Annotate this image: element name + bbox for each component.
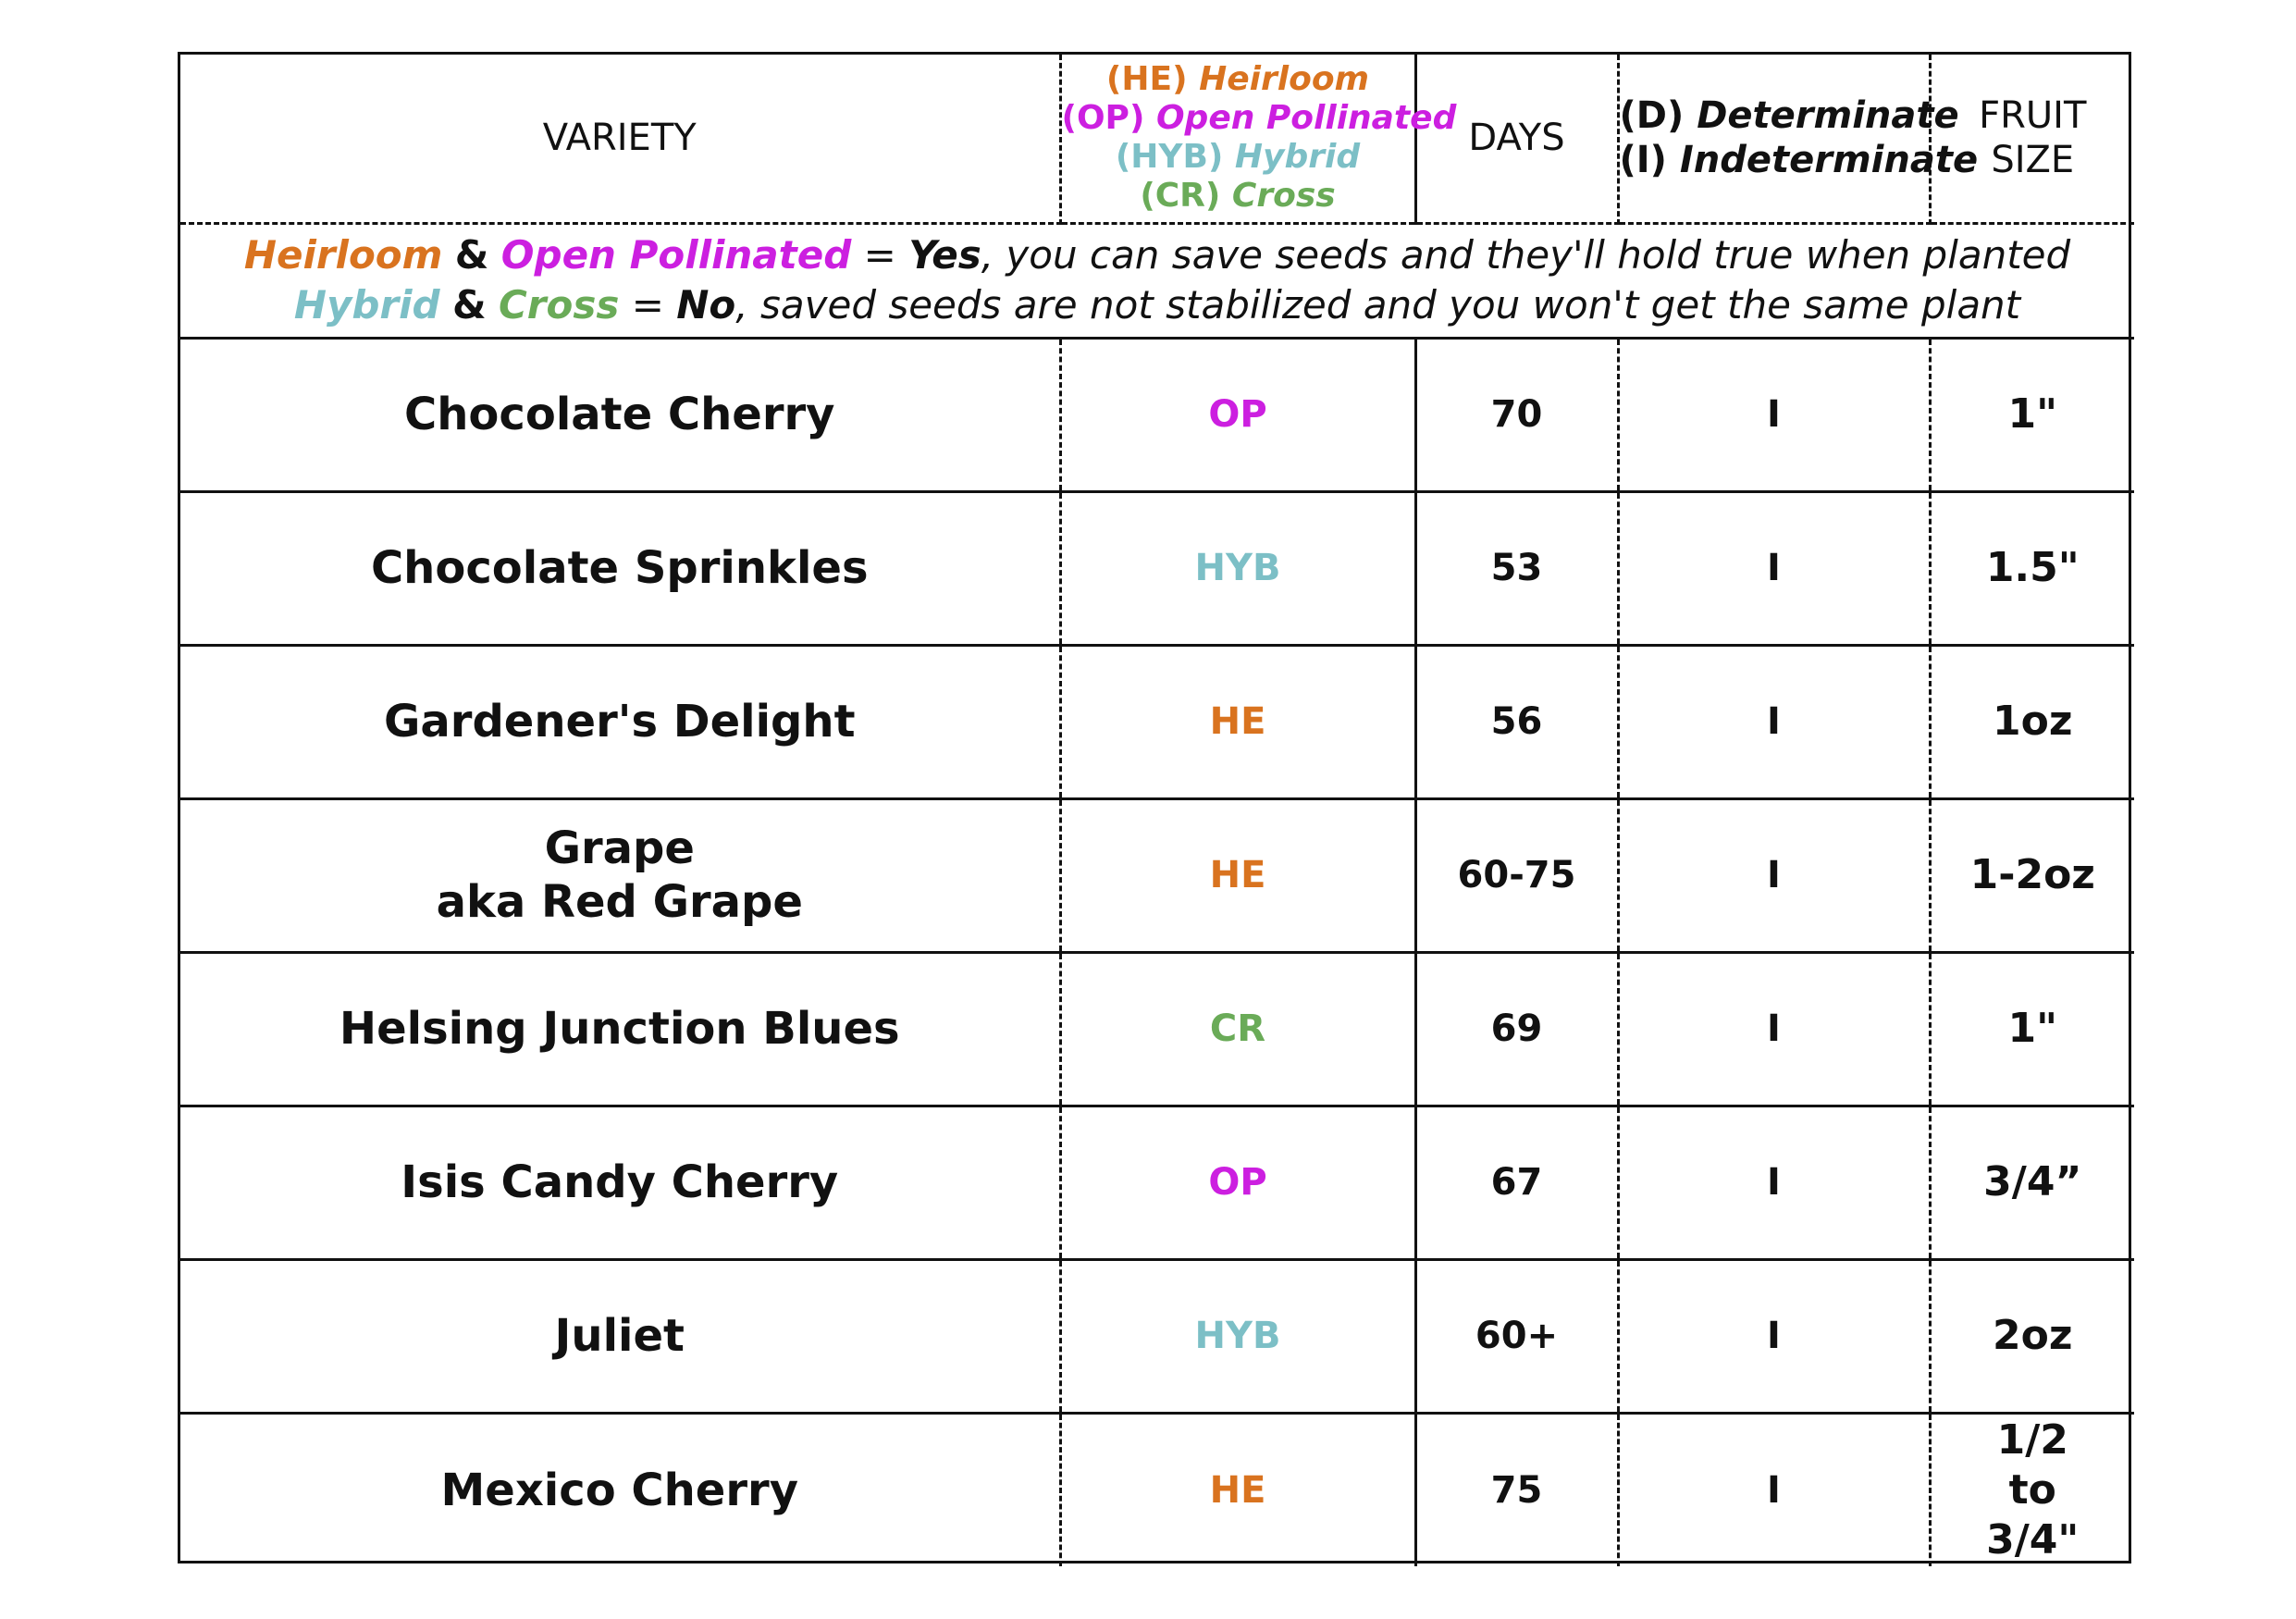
growth-habit-value: I (1767, 1161, 1781, 1204)
fruit-size-value (1932, 389, 2135, 439)
table-row (180, 1413, 2134, 1566)
growth-cell (1618, 1106, 1930, 1259)
fruit-size-value (1932, 543, 2135, 593)
days-value: 69 (1490, 1007, 1543, 1050)
fruit-size-line: 3/4” (1983, 1158, 2082, 1205)
variety-cell (180, 1259, 1060, 1413)
fruit-size-cell (1930, 491, 2134, 645)
fruit-size-cell (1930, 1259, 2134, 1413)
days-cell (1415, 645, 1618, 798)
variety-table (180, 55, 2134, 1566)
growth-cell (1618, 1259, 1930, 1413)
fruit-size-cell (1930, 338, 2134, 491)
table-row (180, 491, 2134, 645)
tomato-variety-table (178, 52, 2131, 1563)
type-cell (1060, 1413, 1415, 1566)
table-row (180, 1106, 2134, 1259)
variety-name (180, 388, 1059, 441)
days-value: 56 (1490, 700, 1543, 743)
determinate-label: (D) Determinate (1619, 94, 1959, 138)
variety-name-line: aka Red Grape (436, 876, 803, 928)
type-code: CR (1209, 1007, 1266, 1050)
days-cell (1415, 1413, 1618, 1566)
variety-name-line: Mexico Cherry (440, 1464, 798, 1516)
note-line-yes: Heirloom & Open Pollinated = Yes, you can save seeds and they'll hold true when planted (243, 232, 2071, 278)
growth-habit-value: I (1767, 1315, 1781, 1357)
legend-heirloom: (HE) Heirloom (1105, 60, 1370, 99)
variety-header: VARIETY (542, 117, 697, 160)
growth-habit-value: I (1767, 1468, 1781, 1512)
variety-cell (180, 1413, 1060, 1566)
days-value: 70 (1490, 393, 1543, 436)
variety-name-line: Juliet (554, 1310, 685, 1362)
type-cell (1060, 798, 1415, 952)
fruit-size-value (1932, 1157, 2135, 1207)
days-header: DAYS (1468, 117, 1565, 160)
growth-cell (1618, 491, 1930, 645)
variety-name (180, 541, 1059, 595)
variety-cell (180, 491, 1060, 645)
table-row (180, 645, 2134, 798)
days-cell (1415, 952, 1618, 1106)
variety-name-line: Isis Candy Cherry (401, 1156, 839, 1208)
seed-saving-note (180, 223, 2134, 338)
type-code: OP (1208, 393, 1267, 436)
table-row (180, 1259, 2134, 1413)
fruit-size-cell (1930, 645, 2134, 798)
fruit-size-line: 1-2oz (1969, 851, 2095, 898)
seed-saving-note-row (180, 223, 2134, 338)
type-code: HE (1209, 700, 1266, 743)
fruit-size-cell (1930, 952, 2134, 1106)
growth-cell (1618, 1413, 1930, 1566)
type-code: OP (1208, 1161, 1267, 1204)
fruit-size-value (1932, 1004, 2135, 1054)
days-value: 60+ (1475, 1315, 1559, 1357)
fruit-size-value (1932, 697, 2135, 747)
legend-hybrid: (HYB) Hybrid (1115, 138, 1361, 177)
type-cell (1060, 645, 1415, 798)
header-row (180, 55, 2134, 223)
variety-cell (180, 645, 1060, 798)
growth-cell (1618, 798, 1930, 952)
days-value: 75 (1490, 1468, 1543, 1512)
legend-open-pollinated: (OP) Open Pollinated (1061, 99, 1457, 138)
days-cell (1415, 798, 1618, 952)
days-value: 60-75 (1457, 854, 1576, 896)
fruit-header-line2: SIZE (1991, 139, 2075, 182)
fruit-size-value (1932, 850, 2135, 900)
fruit-size-value (1932, 1415, 2135, 1565)
type-code: HYB (1194, 547, 1281, 589)
variety-name (180, 1309, 1059, 1363)
fruit-size-line: to (2008, 1465, 2056, 1514)
type-cell (1060, 952, 1415, 1106)
variety-name-line: Chocolate Cherry (404, 389, 835, 440)
variety-name (180, 1002, 1059, 1056)
days-value: 67 (1490, 1161, 1543, 1204)
growth-habit-value: I (1767, 854, 1781, 896)
days-header-cell (1415, 55, 1618, 223)
variety-cell (180, 798, 1060, 952)
growth-cell (1618, 645, 1930, 798)
days-cell (1415, 491, 1618, 645)
variety-name-line: Gardener's Delight (383, 696, 856, 748)
table-row (180, 798, 2134, 952)
days-cell (1415, 1259, 1618, 1413)
type-code: HYB (1194, 1315, 1281, 1357)
variety-name-line: Chocolate Sprinkles (370, 542, 869, 594)
days-cell (1415, 338, 1618, 491)
type-code: HE (1209, 854, 1266, 896)
variety-name-line: Helsing Junction Blues (339, 1003, 900, 1055)
growth-habit-value: I (1767, 547, 1781, 589)
table-row (180, 952, 2134, 1106)
variety-name (180, 695, 1059, 748)
variety-header-cell (180, 55, 1060, 223)
type-cell (1060, 491, 1415, 645)
growth-habit-value: I (1767, 393, 1781, 436)
growth-cell (1618, 952, 1930, 1106)
fruit-size-line: 1.5" (1985, 544, 2080, 591)
fruit-size-line: 2oz (1993, 1312, 2073, 1359)
fruit-size-line: 1oz (1993, 698, 2073, 745)
note-line-no: Hybrid & Cross = No, saved seeds are not stabilized and you won't get the same plant (293, 282, 2021, 328)
growth-cell (1618, 338, 1930, 491)
type-cell (1060, 1259, 1415, 1413)
variety-cell (180, 338, 1060, 491)
days-cell (1415, 1106, 1618, 1259)
fruit-size-value (1932, 1311, 2135, 1361)
fruit-size-line: 1" (2007, 1005, 2058, 1052)
type-cell (1060, 1106, 1415, 1259)
legend-cross: (CR) Cross (1140, 177, 1336, 216)
type-code: HE (1209, 1468, 1266, 1512)
growth-habit-value: I (1767, 700, 1781, 743)
fruit-header-line1: FRUIT (1979, 94, 2087, 138)
fruit-size-cell (1930, 1106, 2134, 1259)
variety-name-line: Grape (544, 822, 695, 874)
variety-cell (180, 952, 1060, 1106)
variety-cell (180, 1106, 1060, 1259)
fruit-size-line: 1" (2007, 390, 2058, 438)
variety-name (180, 1156, 1059, 1209)
variety-name (180, 822, 1059, 929)
fruit-size-line: 3/4" (1986, 1515, 2080, 1563)
type-legend-cell (1060, 55, 1457, 223)
growth-habit-value: I (1767, 1007, 1781, 1050)
type-cell (1060, 338, 1415, 491)
fruit-size-cell (1930, 798, 2134, 952)
fruit-size-line: 1/2 (1996, 1415, 2068, 1464)
fruit-size-cell (1930, 1413, 2134, 1566)
days-value: 53 (1490, 547, 1543, 589)
table-row (180, 338, 2134, 491)
variety-name (180, 1464, 1059, 1517)
indeterminate-label: (I) Indeterminate (1619, 139, 1979, 182)
growth-header-cell (1618, 55, 1979, 223)
